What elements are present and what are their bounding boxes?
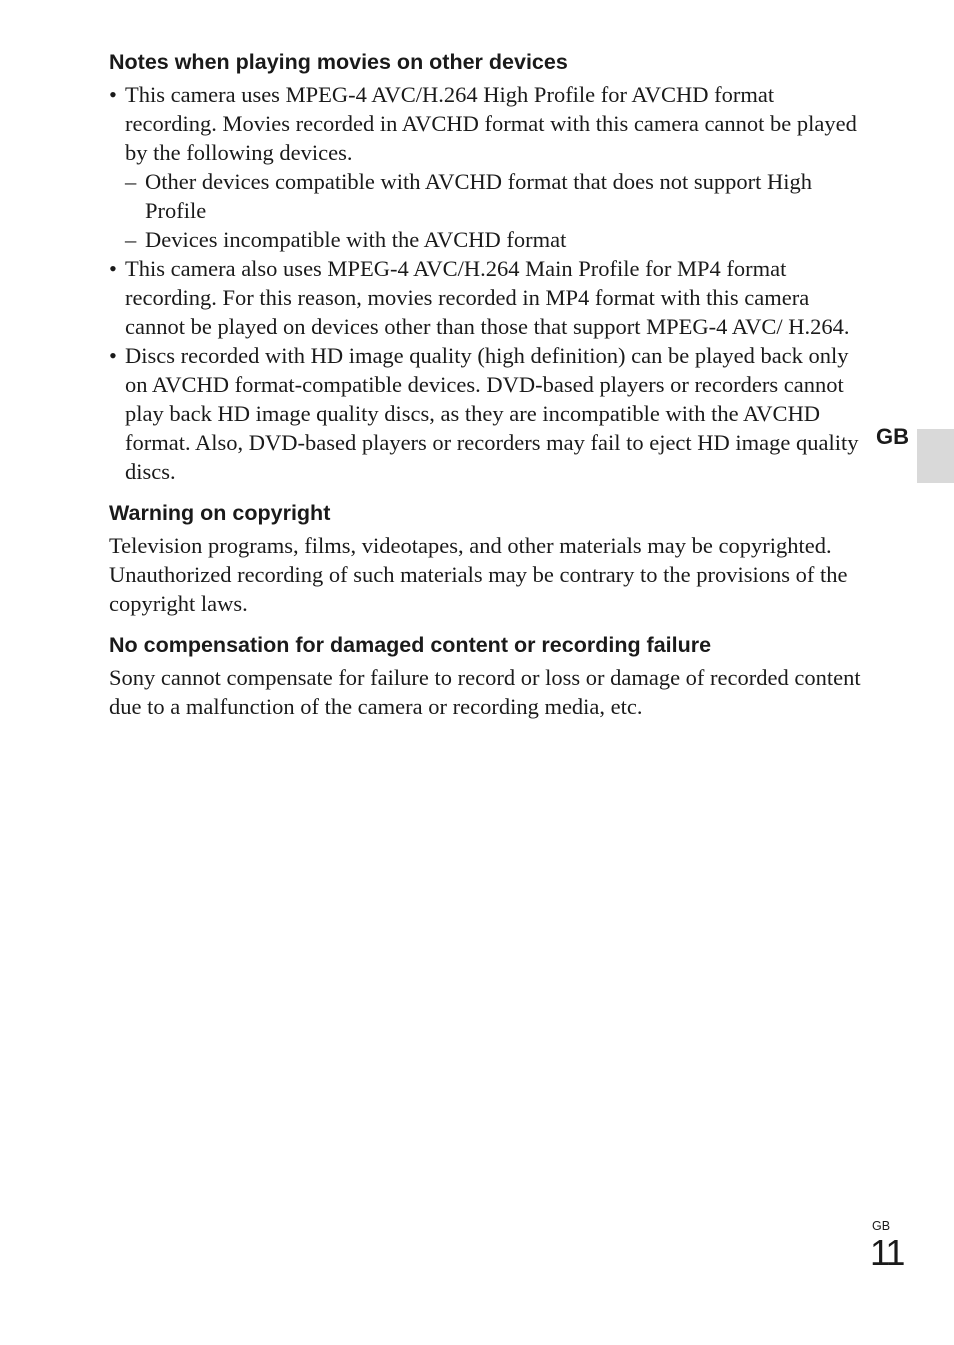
section-paragraph: Television programs, films, videotapes, and other materials may be copyrighted. Unauthorized recording of such materials may be contrary to the provisions of the copyright laws.: [109, 533, 848, 616]
dash-mark: –: [125, 227, 137, 252]
section-no-compensation: [109, 631, 861, 721]
list-item: [109, 341, 861, 486]
page-number: 11: [870, 1232, 904, 1273]
page-content: [109, 48, 861, 721]
section-paragraph: Sony cannot compensate for failure to record or loss or damage of recorded content due to a malfunction of the camera or recording media, etc.: [109, 665, 861, 719]
list-item: [109, 254, 861, 341]
page-region-label: GB: [872, 1219, 891, 1233]
sub-list-item-text: Devices incompatible with the AVCHD format: [145, 227, 567, 252]
sub-list: [125, 167, 861, 254]
sub-list-item-text: Other devices compatible with AVCHD format that does not support High Profile: [145, 169, 812, 223]
section-playback-notes: [109, 48, 861, 486]
dash-mark: –: [125, 169, 137, 194]
list-item-text: This camera also uses MPEG-4 AVC/H.264 Main Profile for MP4 format recording. For this reason, movies recorded in MP4 format with this camera cannot be played on devices other than those that support MPEG-4 AVC/ H.264.: [125, 256, 850, 339]
bullet-list: [109, 80, 861, 486]
section-heading: No compensation for damaged content or recording failure: [109, 633, 712, 657]
side-tab-label: GB: [876, 424, 909, 449]
side-tab: [917, 429, 954, 483]
bullet-mark: •: [109, 82, 117, 107]
list-item-text: Discs recorded with HD image quality (high definition) can be played back only on AVCHD format-compatible devices. DVD-based players or recorders cannot play back HD image quality discs, as they are incompatible with the AVCHD format. Also, DVD-based players or recorders may fail to eject HD image quality discs.: [125, 343, 859, 484]
bullet-mark: •: [109, 256, 117, 281]
section-heading: Warning on copyright: [109, 501, 331, 525]
sub-list-item: [125, 225, 861, 254]
section-heading: Notes when playing movies on other devices: [109, 50, 568, 74]
section-copyright-warning: [109, 499, 861, 618]
bullet-mark: •: [109, 343, 117, 368]
list-item-text: This camera uses MPEG-4 AVC/H.264 High Profile for AVCHD format recording. Movies recorded in AVCHD format with this camera cannot be played by the following devices.: [125, 82, 857, 165]
list-item: [109, 80, 861, 254]
sub-list-item: [125, 167, 861, 225]
